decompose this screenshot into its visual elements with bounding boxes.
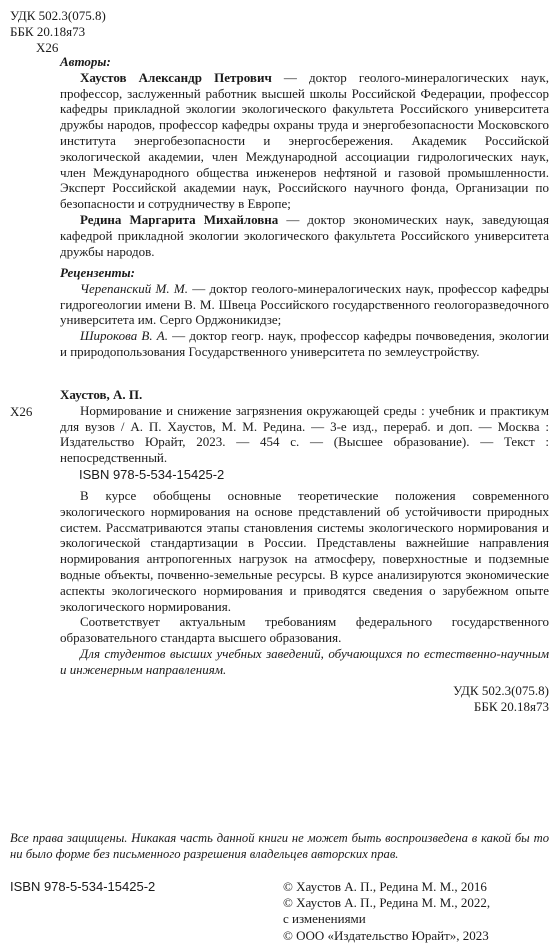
catalog-codes-top: [10, 8, 106, 56]
reviewer-1-name: Черепанский М. М.: [80, 280, 188, 296]
reviewers-section: [60, 265, 549, 360]
copyright-line-3: © ООО «Издательство Юрайт», 2023: [283, 927, 489, 943]
author-mark: Х26: [36, 40, 59, 55]
copyright-line-1: © Хаустов А. П., Редина М. М., 2016: [283, 879, 487, 894]
author-2-entry: [60, 212, 549, 259]
reviewer-2-entry: [60, 328, 549, 360]
author-1-entry: [60, 70, 549, 212]
author-1-name: Хаустов Александр Петрович: [80, 69, 272, 85]
main-author: Хаустов, А. П.: [60, 387, 143, 402]
reviewer-2-name: Широкова В. А.: [80, 328, 168, 344]
bbk-code: ББК 20.18я73: [10, 24, 86, 39]
udc-code: УДК 502.3(075.8): [10, 8, 106, 23]
author-2-description: — доктор экономических наук, заведующая кафедрой прикладной экологии экологического факультета Российского университета дружбы народов.: [60, 211, 549, 259]
bbk-code-bottom: ББК 20.18я73: [473, 699, 549, 714]
reviewer-1-entry: [60, 281, 549, 328]
bibliographic-record: [60, 387, 549, 466]
annotation: [60, 488, 549, 678]
isbn-record: ISBN 978-5-534-15425-2: [79, 467, 225, 482]
bibliographic-description: Нормирование и снижение загрязнения окружающей среды : учебник и практикум для вузов / А. П. Хаустов, М. М. Редина. — 3-е изд., перераб. и доп. — Москва : Издательство Юрайт, 2023. — 454 с. — (Высшее образование). — Текст : непосредственный.: [60, 402, 549, 466]
author-1-description: — доктор геолого-минералогических наук, профессор, заслуженный работник высшей школы Российской Федерации, профессор кафедры прикладной экологии экологического факультета Российского университета дружбы народов, профессор кафедры охраны труда и энергобезопасности Московского института энергобезопасности и энергосбережения. Академик Российской экологической академии, член Международной ассоциации гидрологических наук, член Международного общества инженеров нефтяной и газовой промышленности. Эксперт Российской академии наук, Российского научного фонда, Организации по безопасности и сотрудничеству в Европе;: [60, 69, 550, 212]
isbn-footer: ISBN 978-5-534-15425-2: [10, 879, 156, 894]
annotation-paragraph-1: В курсе обобщены основные теоретические положения современного экологического нормирования на основе представлений об устойчивости природных систем. Рассматриваются этапы становления системы экологического нормирования и экологической стандартизации в России. Представлены важнейшие направления нормирования антропогенных нагрузок на атмосферу, поверхностные и подземные водные объекты, почвенно-земельные ресурсы. В курсе анализируются экономические аспекты экологического нормирования и приводятся сведения о зарубежном опыте экологического нормирования.: [60, 488, 549, 614]
reviewer-1-description: — доктор геолого-минералогических наук, профессор кафедры гидрогеологии имени В. М. Швеца Российского государственного геологоразведочного университета им. Серго Орджоникидзе;: [60, 280, 549, 328]
reviewers-heading: Рецензенты:: [60, 265, 135, 280]
copyright-line-2: © Хаустов А. П., Редина М. М., 2022,: [283, 895, 491, 911]
copyright-block: [283, 879, 490, 944]
author-2-name: Редина Маргарита Михайловна: [80, 211, 279, 227]
catalog-codes-bottom: [453, 683, 549, 715]
udc-code-bottom: УДК 502.3(075.8): [453, 683, 549, 698]
copyright-line-2-note: с изменениями: [283, 911, 366, 927]
bibliography-side-mark: Х26: [10, 404, 33, 419]
annotation-paragraph-2: Соответствует актуальным требованиям федерального государственного образовательного стандарта высшего образования.: [60, 614, 549, 646]
authors-section: [60, 54, 549, 259]
reviewer-2-description: — доктор геогр. наук, профессор кафедры почвоведения, экологии и природопользования Государственного университета по землеустройству.: [60, 328, 549, 359]
rights-notice: Все права защищены. Никакая часть данной книги не может быть воспроизведена в какой бы то ни было форме без письменного разрешения владельцев авторских прав.: [10, 831, 549, 861]
annotation-paragraph-3: Для студентов высших учебных заведений, обучающихся по естественно-научным и инженерным направлениям.: [60, 645, 549, 677]
authors-heading: Авторы:: [60, 54, 111, 69]
